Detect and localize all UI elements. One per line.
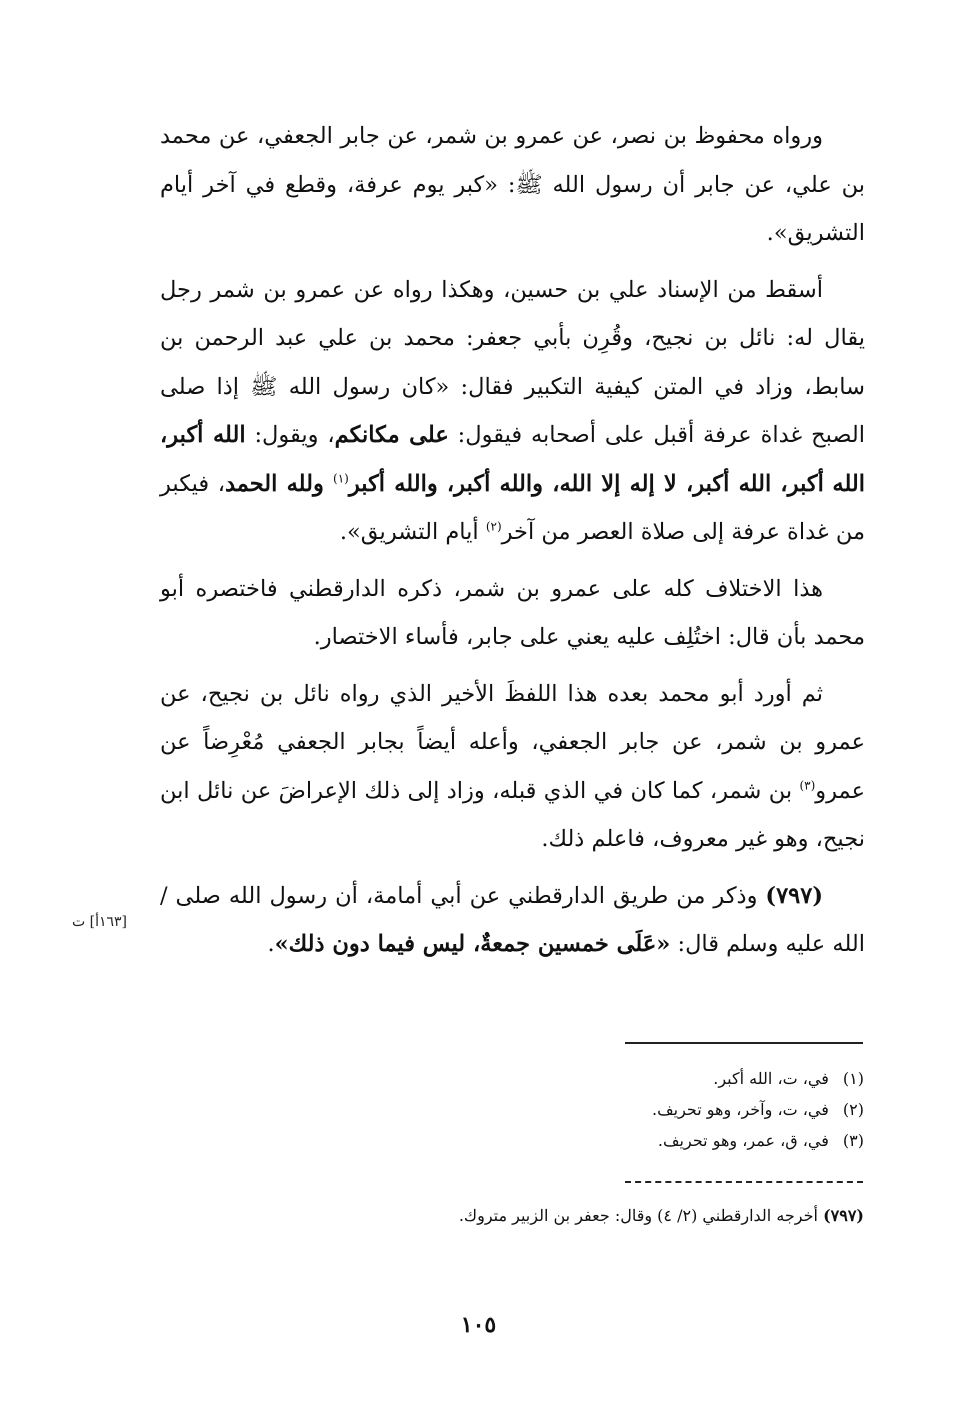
text-line: أيام التشريق».	[160, 171, 865, 246]
text-line: يقال له: نائل بن نجيح، وقُرِن بأبي جعفر: محمد بن علي عبد الرحمن بن	[160, 325, 865, 351]
text-line: عمرو بن شمر، عن جابر الجعفي، وأعله أيضاً بجابر الجعفي مُعْرِضاً عن	[160, 729, 865, 755]
text-fragment: .	[267, 931, 275, 957]
text-line: ثم أورد أبو محمد بعده هذا اللفظَ الأخير الذي رواه نائل بن نجيح، عن	[160, 680, 823, 707]
text-fragment: ، فيكبر من	[160, 470, 865, 545]
manuscript-folio-marker: [١٦٣أ] ت	[71, 914, 127, 930]
footnote-text: في، ت، وآخر، وهو تحريف.	[651, 1100, 829, 1119]
text-line: بن شمر، كما كان في الذي قبله، وزاد إلى ذلك الإعراضَ عن نائل	[197, 777, 800, 804]
text-line: غداة عرفة إلى صلاة العصر من آخر	[501, 519, 829, 545]
bold-phrase: «عَلَى خمسين جمعةٌ، ليس فيما دون ذلك»	[274, 931, 671, 957]
text-line: محمد بن علي، عن جابر أن رسول الله ﷺ: «كبر يوم عرفة، وقطع في آخر	[160, 123, 865, 198]
text-fragment: عليه وسلم قال:	[670, 931, 826, 957]
takhrij-number: (٧٩٧)	[823, 1206, 864, 1225]
paragraph-4	[160, 670, 865, 864]
paragraph-2	[160, 266, 865, 557]
footnote-text: في، ت، الله أكبر.	[713, 1069, 829, 1088]
text-line: سابط، وزاد في المتن كيفية التكبير فقال: «كان رسول الله ﷺ إذا صلى الصبح	[160, 373, 865, 448]
paragraph-3	[160, 565, 865, 662]
footnote-ref: (١)	[333, 471, 349, 485]
text-line: ابن نجيح، وهو غير معروف، فاعلم ذلك.	[160, 777, 865, 852]
footnote-divider	[625, 1042, 863, 1044]
footnote-item	[300, 1125, 864, 1156]
bold-phrase: الله أكبر، الله	[160, 422, 865, 497]
bold-phrase: أكبر، الله أكبر، لا إله إلا الله، والله أكبر، والله أكبر	[348, 470, 824, 497]
footnote-ref: (٢)	[485, 519, 502, 534]
footnote-item	[300, 1063, 864, 1094]
takhrij-note	[300, 1206, 864, 1225]
text-line: ورواه محفوظ بن نصر، عن عمرو بن شمر، عن جابر الجعفي، عن	[218, 123, 823, 149]
main-text	[160, 112, 865, 977]
paragraph-1	[160, 112, 865, 258]
bold-phrase: على مكانكم	[334, 422, 449, 448]
footnote-number: (١)	[842, 1069, 864, 1088]
bold-phrase: ولله الحمد	[224, 470, 334, 497]
takhrij-divider	[625, 1181, 863, 1183]
text-line: محمد بأن قال: اختُلِف عليه يعني على جابر، فأساء الاختصار.	[313, 624, 865, 650]
footnote-item	[300, 1094, 864, 1125]
footnote-number: (٢)	[842, 1100, 864, 1119]
text-line: أسقط من الإسناد علي بن حسين، وهكذا رواه عن عمرو بن شمر رجل	[160, 276, 823, 303]
text-line: غداة عرفة أقبل على أصحابه فيقول:	[448, 422, 803, 448]
footnote-ref: (٣)	[799, 778, 816, 792]
footnote-text: في، ق، عمر، وهو تحريف.	[657, 1131, 829, 1150]
takhrij-text: أخرجه الدارقطني (٢/ ٤) وقال: جعفر بن الزبير متروك.	[458, 1206, 824, 1225]
text-line: هذا الاختلاف كله على عمرو بن شمر، ذكره الدارقطني فاختصره أبو	[160, 575, 823, 602]
text-fragment: عمرو	[815, 777, 865, 804]
text-line: وذكر من طريق الدارقطني عن أبي أمامة، أن رسول الله صلى / الله	[160, 882, 865, 957]
text-fragment: ، ويقول:	[245, 422, 335, 448]
paragraph-5	[160, 872, 865, 969]
page-number: ١٠٥	[460, 1312, 497, 1338]
hadith-number: (٧٩٧)	[765, 882, 823, 909]
text-fragment: أيام التشريق».	[339, 519, 486, 545]
footnotes	[300, 1063, 864, 1156]
footnote-number: (٣)	[842, 1131, 864, 1150]
